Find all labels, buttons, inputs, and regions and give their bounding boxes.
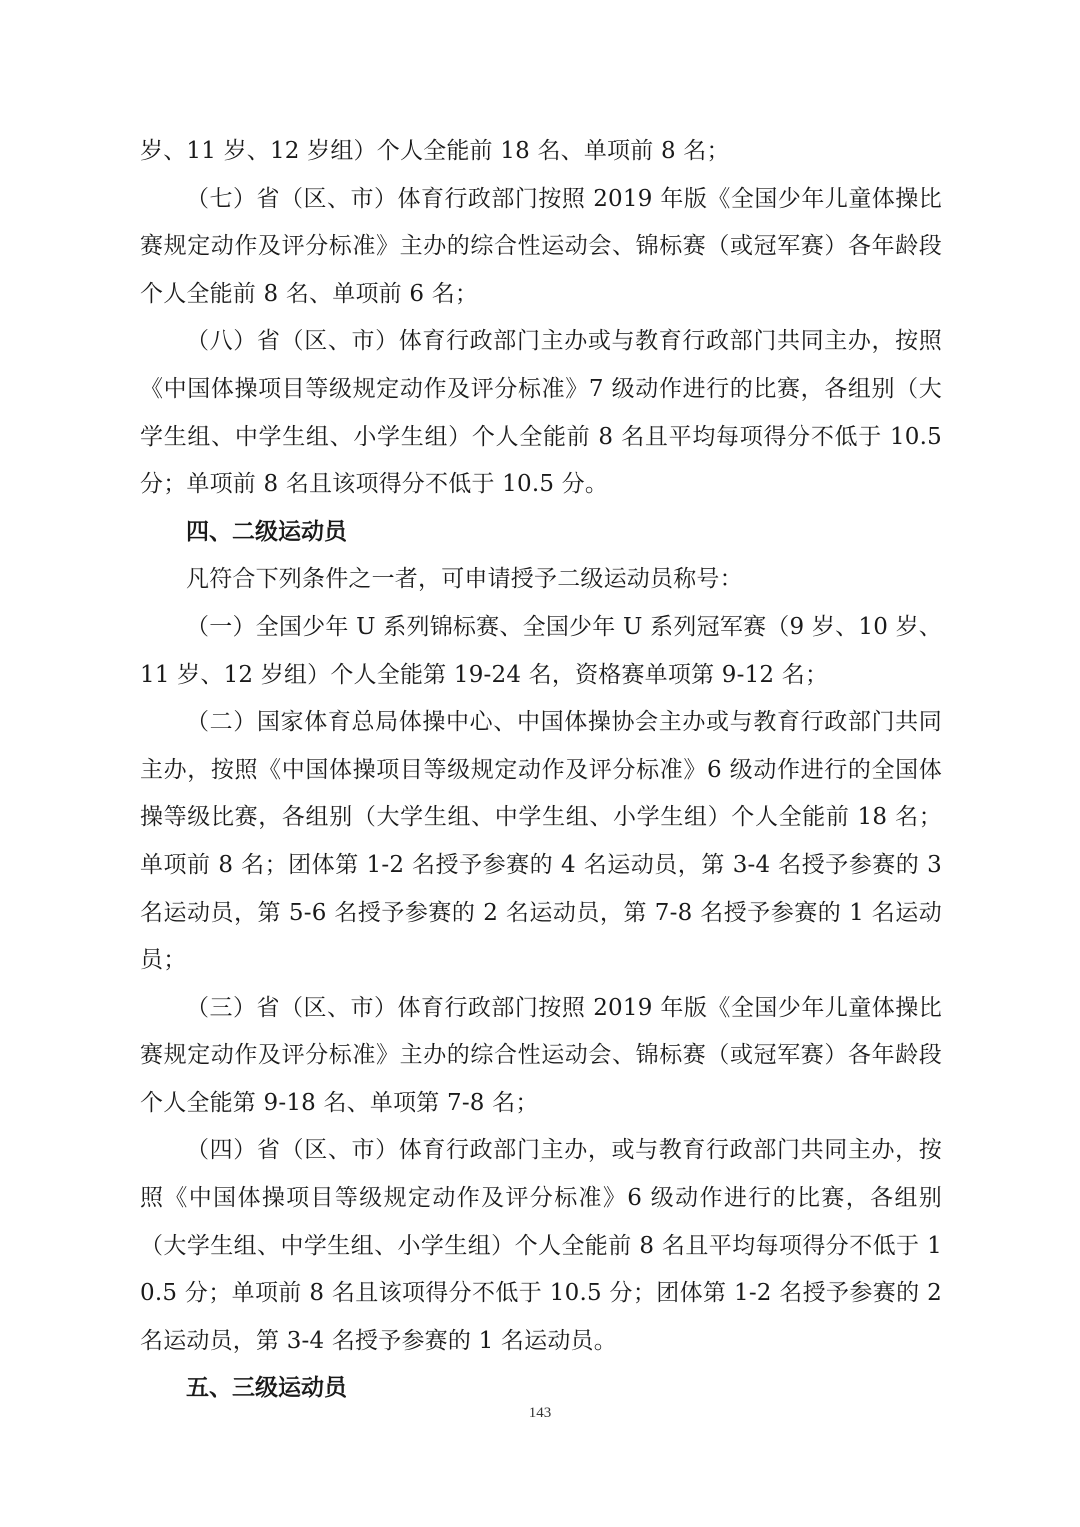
page-number: 143: [528, 1405, 552, 1421]
paragraph-item-1: （一）全国少年 U 系列锦标赛、全国少年 U 系列冠军赛（9 岁、10 岁、11 岁、12 岁组）个人全能第 19-24 名，资格赛单项第 9-12 名；: [140, 613, 942, 688]
paragraph-item-3: （三）省（区、市）体育行政部门按照 2019 年版《全国少年儿童体操比赛规定动作及评分标准》主办的综合性运动会、锦标赛（或冠军赛）各年龄段个人全能第 9-18 名、单项第 7-8 名；: [140, 994, 942, 1116]
section-heading-level-3-athlete: 五、三级运动员: [186, 1375, 347, 1402]
paragraph-item-8: （八）省（区、市）体育行政部门主办或与教育行政部门共同主办，按照《中国体操项目等级规定动作及评分标准》7 级动作进行的比赛，各组别（大学生组、中学生组、小学生组）个人全能前 8 名且平均每项得分不低于 10.5 分；单项前 8 名且该项得分不低于 10.5 分。: [140, 328, 942, 498]
paragraph-item-2: （二）国家体育总局体操中心、中国体操协会主办或与教育行政部门共同主办，按照《中国体操项目等级规定动作及评分标准》6 级动作进行的全国体操等级比赛，各组别（大学生组、中学生组、小学生组）个人全能前 18 名；单项前 8 名；团体第 1-2 名授予参赛的 4 名运动员，第 3-4 名授予参赛的 3 名运动员，第 5-6 名授予参赛的 2 名运动员，第 7-8 名授予参赛的 1 名运动员；: [140, 709, 942, 974]
paragraph-intro: 凡符合下列条件之一者，可申请授予二级运动员称号：: [186, 566, 743, 593]
document-body: [140, 128, 942, 1413]
paragraph-continuation: 岁、11 岁、12 岁组）个人全能前 18 名、单项前 8 名；: [140, 138, 730, 164]
paragraph-item-4: （四）省（区、市）体育行政部门主办，或与教育行政部门共同主办，按照《中国体操项目等级规定动作及评分标准》6 级动作进行的比赛，各组别（大学生组、中学生组、小学生组）个人全能前 8 名且平均每项得分不低于 10.5 分；单项前 8 名且该项得分不低于 10.5 分；团体第 1-2 名授予参赛的 2 名运动员，第 3-4 名授予参赛的 1 名运动员。: [140, 1137, 942, 1354]
paragraph-item-7: （七）省（区、市）体育行政部门按照 2019 年版《全国少年儿童体操比赛规定动作及评分标准》主办的综合性运动会、锦标赛（或冠军赛）各年龄段个人全能前 8 名、单项前 6 名；: [140, 185, 942, 307]
section-heading-level-2-athlete: 四、二级运动员: [186, 518, 347, 545]
